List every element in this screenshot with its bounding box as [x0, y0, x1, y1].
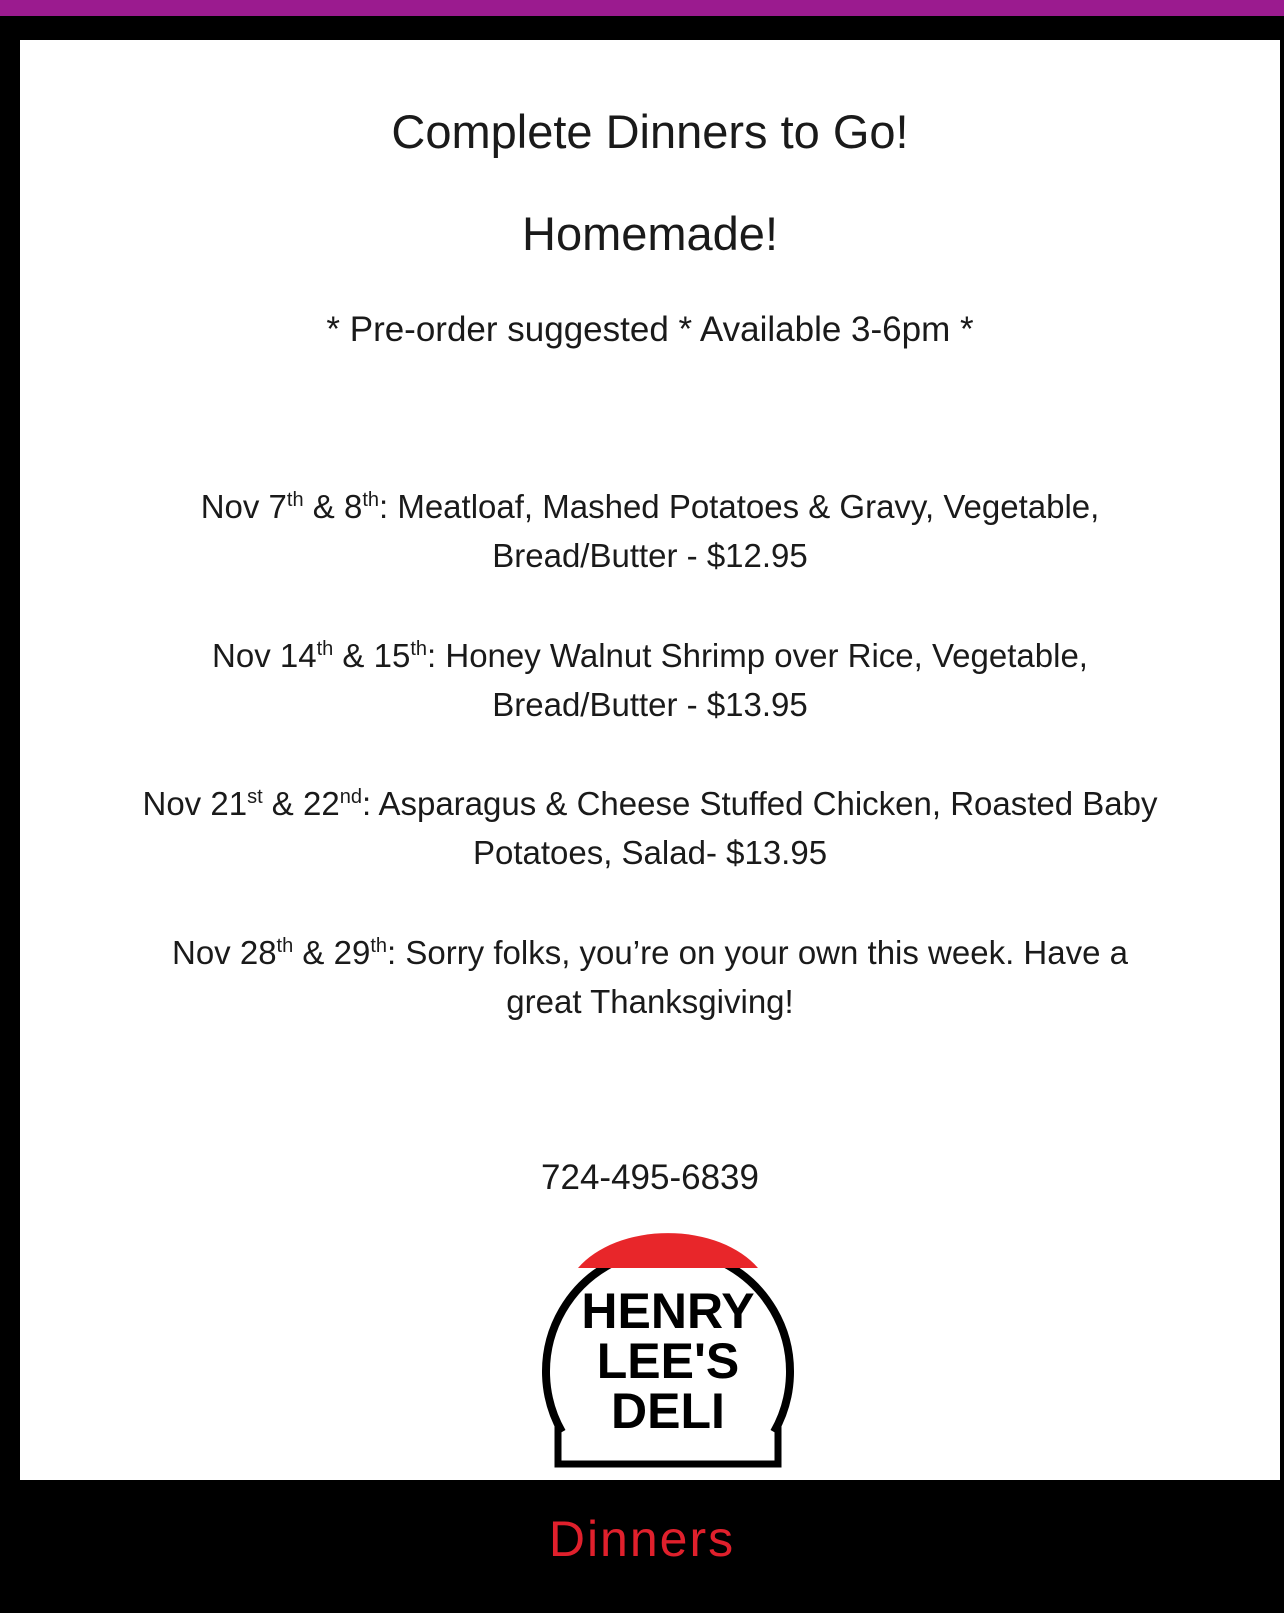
menu-item: Nov 28th & 29th: Sorry folks, you’re on your own this week. Have a great Thanksgiving!	[171, 934, 1128, 1020]
logo-red-dome	[578, 1233, 758, 1268]
caption-bar	[0, 1480, 1284, 1613]
menu-item: Nov 7th & 8th: Meatloaf, Mashed Potatoes & Gravy, Vegetable, Bread/Butter - $12.95	[200, 488, 1100, 574]
logo-text-line: LEE'S	[596, 1333, 740, 1389]
phone-number: 724-495-6839	[541, 1158, 759, 1197]
top-accent-bar	[0, 0, 1284, 16]
logo-text-line: HENRY	[581, 1283, 755, 1339]
flyer-image	[20, 40, 1280, 1480]
flyer-subtitle: Homemade!	[522, 207, 778, 260]
post-caption: Dinners	[548, 1511, 736, 1567]
flyer-note: * Pre-order suggested * Available 3-6pm *	[326, 310, 974, 349]
logo-text-line: DELI	[611, 1383, 725, 1439]
flyer-title: Complete Dinners to Go!	[391, 105, 909, 158]
henry-lees-deli-logo	[532, 1200, 804, 1470]
menu-item: Nov 14th & 15th: Honey Walnut Shrimp over Rice, Vegetable, Bread/Butter - $13.95	[212, 637, 1088, 723]
menu-item: Nov 21st & 22nd: Asparagus & Cheese Stuffed Chicken, Roasted Baby Potatoes, Salad- $13.95	[142, 785, 1158, 871]
